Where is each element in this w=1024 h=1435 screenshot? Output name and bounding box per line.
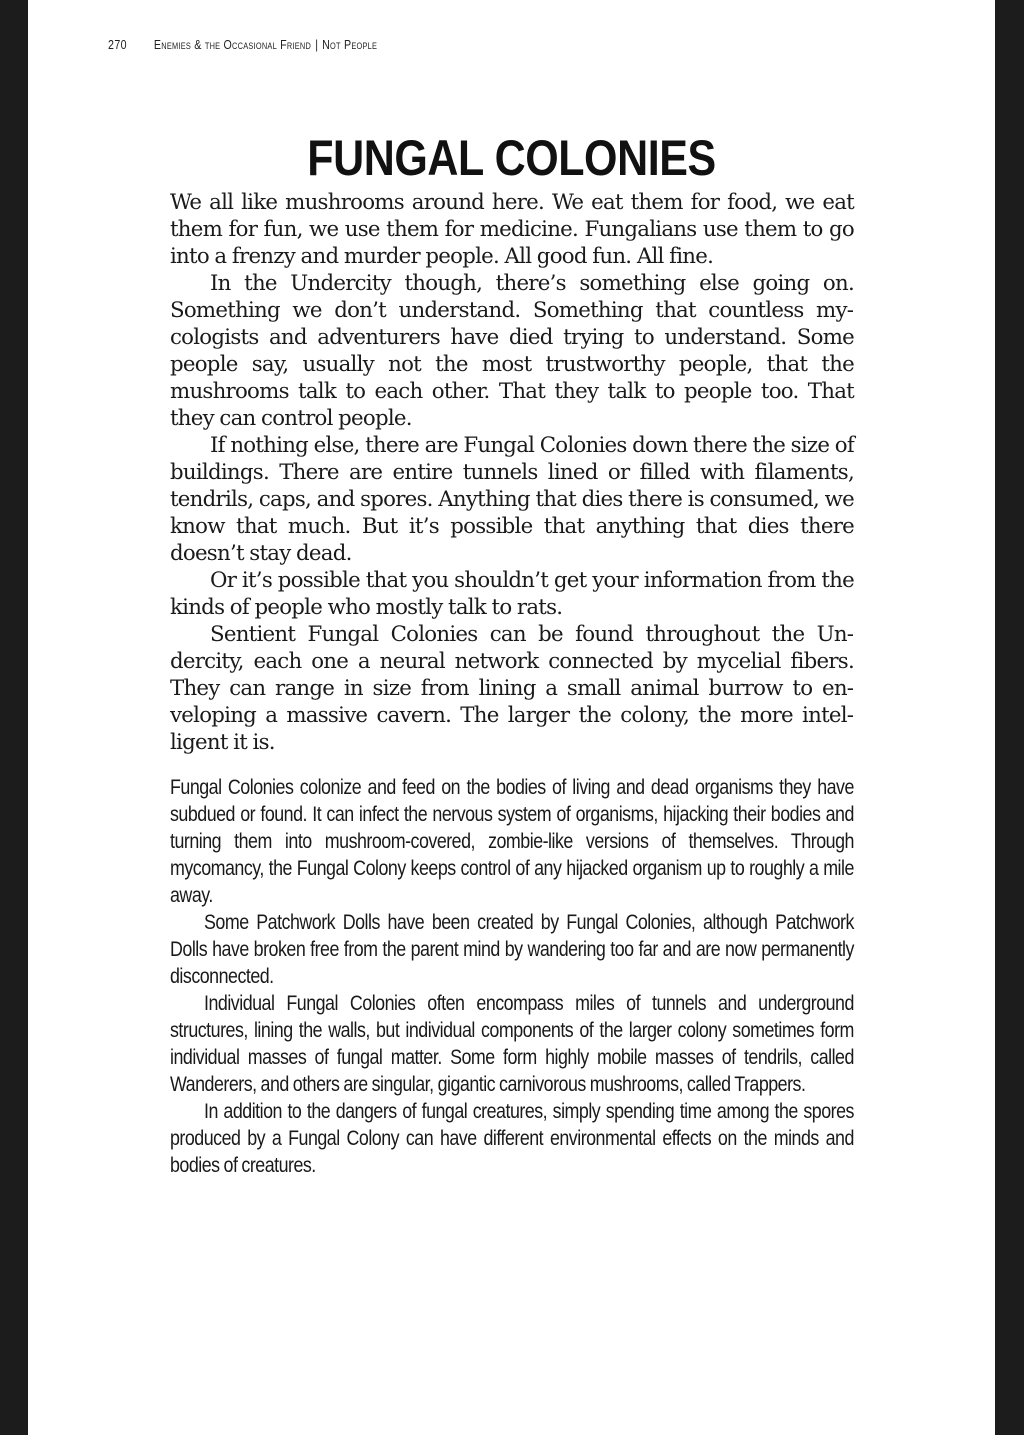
chapter-title: Enemies & the Occasional Friend: [153, 37, 312, 52]
book-page: [28, 0, 995, 1435]
intro-paragraph: Sentient Fungal Colonies can be found throughout the Undercity, each one a neural network connected by mycelial fibers. They can range in size from lining a small animal burrow to enveloping a massive cavern. The larger the colony, the more intelligent it is.: [170, 622, 854, 755]
intro-paragraph: In the Undercity though, there’s something else going on. Something we don’t understand. Something that countless mycologists and adventurers have died trying to understand. Some people say, usually not the most trustworthy people, that the mushrooms talk to each other. That they talk to people too. That they can control people.: [170, 271, 854, 431]
page-number: 270: [108, 37, 128, 52]
intro-paragraph: We all like mushrooms around here. We eat them for food, we eat them for fun, we use them for medicine. Fungalians use them to go into a frenzy and murder people. All good fun. All fine.: [170, 190, 854, 269]
body-paragraph: In addition to the dangers of fungal creatures, simply spending time among the spores produced by a Fungal Colony can have different environmental effects on the minds and bodies of creatures.: [170, 1099, 854, 1177]
intro-text: [170, 189, 854, 756]
intro-paragraph: Or it’s possible that you shouldn’t get your information from the kinds of people who mostly talk to rats.: [170, 568, 854, 620]
body-paragraph: Fungal Colonies colonize and feed on the bodies of living and dead organisms they have subdued or found. It can infect the nervous system of organisms, hijacking their bodies and turning them into mushroom-covered, zombie-like versions of themselves. Through mycomancy, the Fungal Colony keeps control of any hijacked organism up to roughly a mile away.: [170, 775, 854, 907]
intro-paragraph: If nothing else, there are Fungal Colonies down there the size of buildings. There are entire tunnels lined or filled with filaments, tendrils, caps, and spores. Anything that dies there is consumed, we know that much. But it’s possible that anything that dies there doesn’t stay dead.: [170, 433, 854, 566]
body-paragraph: Individual Fungal Colonies often encompass miles of tunnels and underground structures, lining the walls, but individual components of the larger colony sometimes form individual masses of fungal matter. Some form highly mobile masses of tendrils, called Wanderers, and others are singular, gigantic carnivorous mushrooms, called Trappers.: [170, 991, 854, 1096]
header-separator: |: [315, 37, 318, 52]
running-header: [108, 37, 377, 52]
body-text: [170, 774, 854, 1179]
section-title: Not People: [322, 37, 378, 52]
body-paragraph: Some Patchwork Dolls have been created by Fungal Colonies, although Patchwork Dolls have broken free from the parent mind by wandering too far and are now permanently disconnected.: [170, 910, 854, 988]
page-title: FUNGAL COLONIES: [307, 130, 716, 186]
